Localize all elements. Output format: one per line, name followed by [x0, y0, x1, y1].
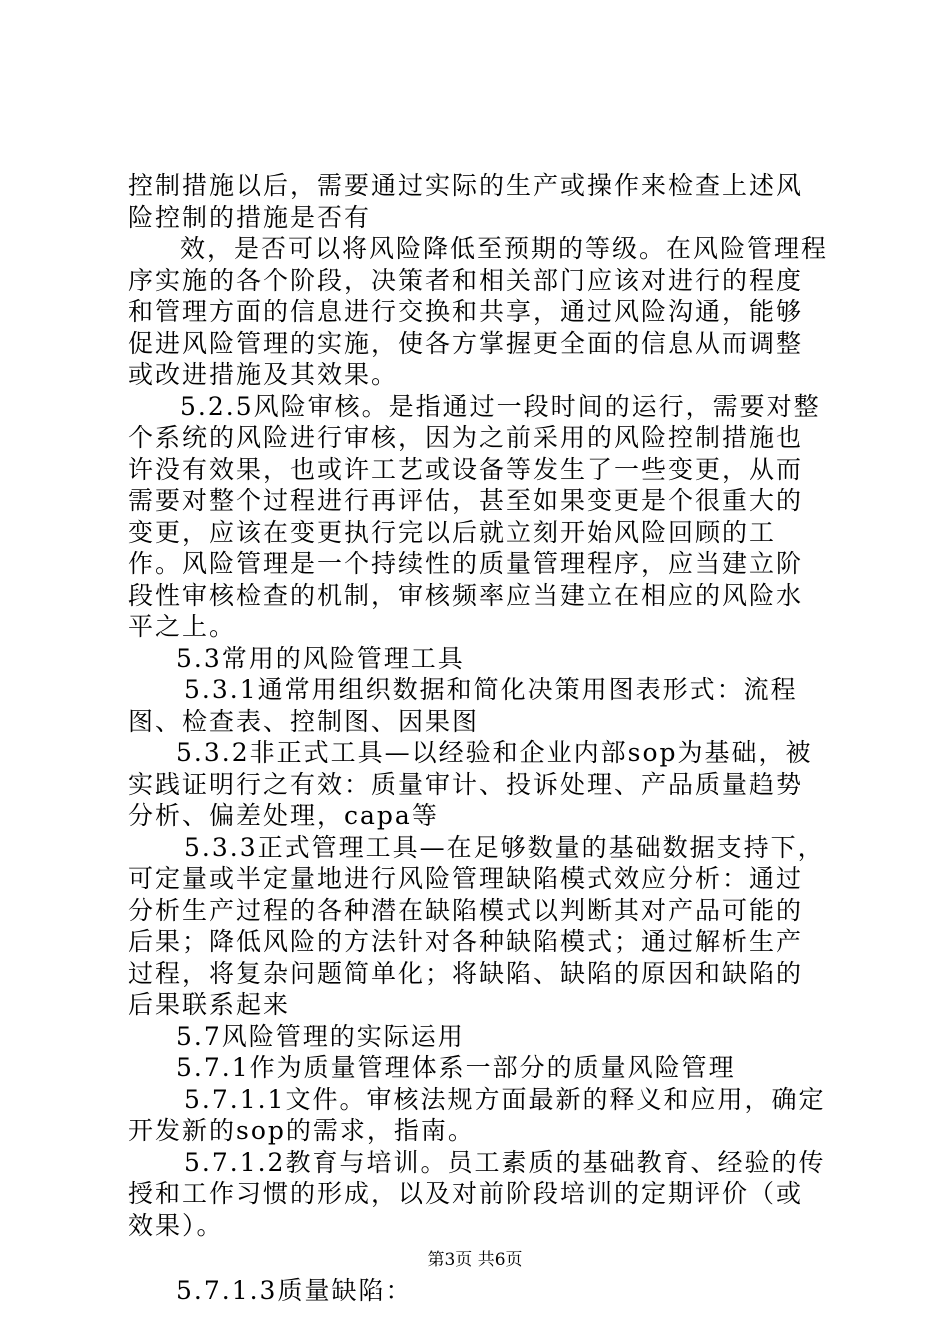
paragraph-5-3-3: 5.3.3正式管理工具—在足够数量的基础数据支持下，可定量或半定量地进行风险管理缺陷模式效应分析：通过分析生产过程的各种潜在缺陷模式以判断其对产品可能的后果；降低风险的方法针对各种缺陷模式；通过解析生产过程，将复杂问题简单化；将缺陷、缺陷的原因和缺陷的后果联系起来 [128, 832, 825, 1019]
paragraph-1: 控制措施以后，需要通过实际的生产或操作来检查上述风险控制的措施是否有 [128, 171, 804, 232]
page-footer: 第3页 共6页 [427, 1250, 523, 1270]
paragraph-5-7-1-1: 5.7.1.1文件。审核法规方面最新的释义和应用，确定开发新的sop的需求，指南。 [128, 1084, 826, 1145]
heading-5-3: 5.3常用的风险管理工具 [176, 643, 465, 673]
paragraph-2: 效，是否可以将风险降低至预期的等级。在风险管理程序实施的各个阶段，决策者和相关部门应该对进行的程度和管理方面的信息进行交换和共享，通过风险沟通，能够促进风险管理的实施，使各方掌握更全面的信息从而调整或改进措施及其效果。 [128, 234, 829, 389]
paragraph-5-7-1-2: 5.7.1.2教育与培训。员工素质的基础教育、经验的传授和工作习惯的形成，以及对前阶段培训的定期评价（或效果）。 [128, 1147, 826, 1240]
paragraph-5-3-2: 5.3.2非正式工具—以经验和企业内部sop为基础，被实践证明行之有效：质量审计、投诉处理、产品质量趋势分析、偏差处理，capa等 [128, 738, 813, 830]
paragraph-5-3-1: 5.3.1通常用组织数据和简化决策用图表形式：流程图、检查表、控制图、因果图 [128, 675, 798, 736]
paragraph-risk-review: 5.2.5风险审核。是指通过一段时间的运行，需要对整个系统的风险进行审核，因为之前采用的风险控制措施也许没有效果，也或许工艺或设备等发生了一些变更，从而需要对整个过程进行再评估，甚至如果变更是个很重大的变更，应该在变更执行完以后就立刻开始风险回顾的工作。风险管理是一个持续性的质量管理程序，应当建立阶段性审核检查的机制，审核频率应当建立在相应的风险水平之上。 [128, 391, 821, 641]
paragraph-5-7-1-3: 5.7.1.3质量缺陷： [176, 1276, 413, 1305]
document-body [128, 170, 828, 1307]
heading-5-7: 5.7风险管理的实际运用 [176, 1021, 465, 1051]
paragraph-5-7-1: 5.7.1作为质量管理体系一部分的质量风险管理 [176, 1053, 736, 1082]
